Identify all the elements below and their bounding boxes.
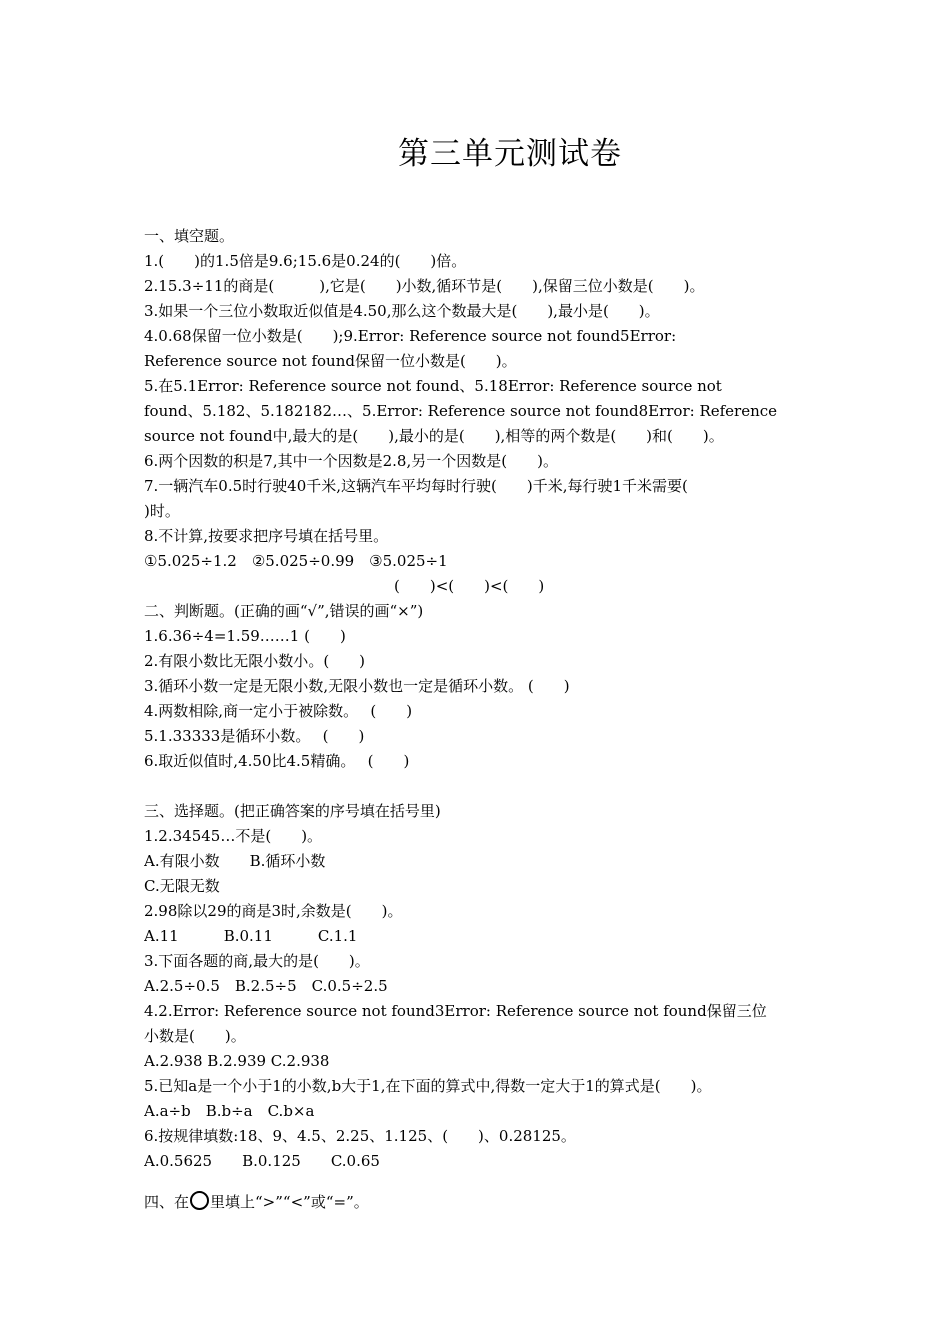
question-text: 1.( )的1.5倍是9.6;15.6是0.24的( )倍。: [144, 252, 467, 270]
question-options: A.11 B.0.11 C.1.1: [144, 927, 358, 945]
question-text: 5.已知a是一个小于1的小数,b大于1,在下面的算式中,得数一定大于1的算式是( )。: [144, 1077, 712, 1095]
answer-blanks: ( )<( )<( ): [394, 577, 545, 595]
question-text: 7.一辆汽车0.5时行驶40千米,这辆汽车平均每时行驶( )千米,每行驶1千米需要(: [144, 477, 688, 495]
question-text: found、5.182、5.182182…、5.Error: Reference source not found8Error: Reference: [144, 402, 778, 420]
section-heading: 一、填空题。: [144, 227, 235, 245]
question-text: 6.按规律填数:18、9、4.5、2.25、1.125、( )、0.28125。: [144, 1127, 576, 1145]
question-text: 3.下面各题的商,最大的是( )。: [144, 952, 370, 970]
question-text: 6.两个因数的积是7,其中一个因数是2.8,另一个因数是( )。: [144, 452, 558, 470]
question-text: Reference source not found保留一位小数是( )。: [144, 352, 517, 370]
question-text: 4.0.68保留一位小数是( );9.Error: Reference source not found5Error:: [144, 327, 677, 345]
question-text: )时。: [144, 502, 180, 520]
judge-item: 6.取近似值时,4.50比4.5精确。 ( ): [144, 752, 410, 770]
question-options: A.a÷b B.b÷a C.b×a: [144, 1102, 315, 1120]
question-text: 4.2.Error: Reference source not found3Error: Reference source not found保留三位: [144, 1002, 767, 1020]
question-options: A.2.938 B.2.939 C.2.938: [144, 1052, 330, 1070]
judge-item: 3.循环小数一定是无限小数,无限小数也一定是循环小数。 ( ): [144, 677, 570, 695]
question-text: source not found中,最大的是( ),最小的是( ),相等的两个数是( )和( )。: [144, 427, 724, 445]
question-text: 2.98除以29的商是3时,余数是( )。: [144, 902, 403, 920]
section-heading-prefix: 四、在: [144, 1193, 190, 1211]
question-options: ①5.025÷1.2 ②5.025÷0.99 ③5.025÷1: [144, 552, 448, 570]
question-text: 8.不计算,按要求把序号填在括号里。: [144, 527, 389, 545]
section-heading: [144, 1189, 824, 1216]
question-options: C.无限无数: [144, 877, 220, 895]
circle-icon: [190, 1191, 209, 1210]
section-heading: 三、选择题。(把正确答案的序号填在括号里): [144, 802, 441, 820]
question-options: A.2.5÷0.5 B.2.5÷5 C.0.5÷2.5: [144, 977, 388, 995]
question-text: 5.在5.1Error: Reference source not found、5.18Error: Reference source not: [144, 377, 722, 395]
question-options: A.有限小数 B.循环小数: [144, 852, 326, 870]
judge-item: 2.有限小数比无限小数小。( ): [144, 652, 366, 670]
section-heading-suffix: 里填上“>”“<”或“=”。: [210, 1193, 369, 1211]
question-text: 小数是( )。: [144, 1027, 246, 1045]
question-options: A.0.5625 B.0.125 C.0.65: [144, 1152, 380, 1170]
page-title: 第三单元测试卷: [398, 136, 622, 172]
judge-item: 5.1.33333是循环小数。 ( ): [144, 727, 365, 745]
document-body: [144, 224, 824, 1216]
question-text: 2.15.3÷11的商是( ),它是( )小数,循环节是( ),保留三位小数是( )。: [144, 277, 705, 295]
question-text: 1.2.34545…不是( )。: [144, 827, 323, 845]
section-heading: 二、判断题。(正确的画“√”,错误的画“×”): [144, 602, 424, 620]
judge-item: 1.6.36÷4=1.59……1 ( ): [144, 627, 346, 645]
question-text: 3.如果一个三位小数取近似值是4.50,那么这个数最大是( ),最小是( )。: [144, 302, 660, 320]
judge-item: 4.两数相除,商一定小于被除数。 ( ): [144, 702, 413, 720]
